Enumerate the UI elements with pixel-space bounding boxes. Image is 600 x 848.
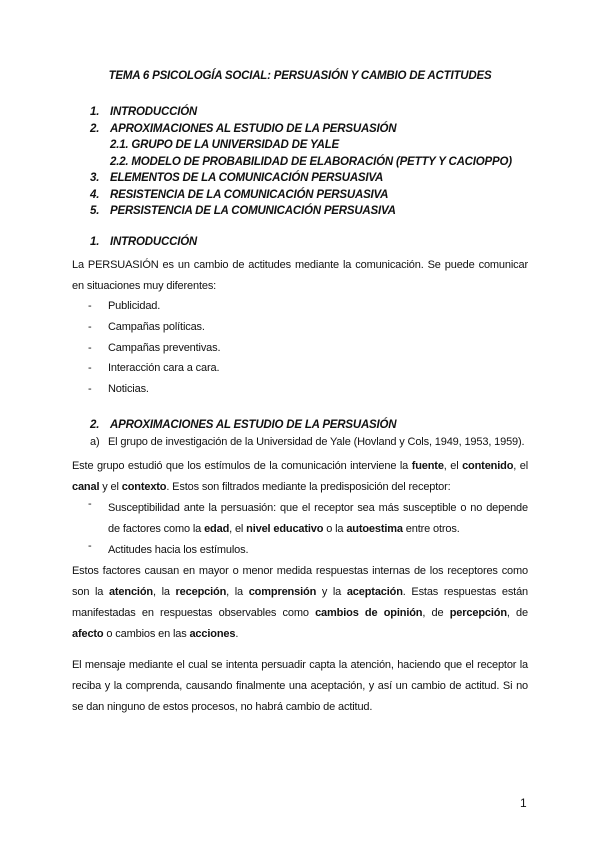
section-heading-aproximaciones: 2. APROXIMACIONES AL ESTUDIO DE LA PERSUASIÓN	[90, 419, 397, 431]
toc-item: 2. APROXIMACIONES AL ESTUDIO DE LA PERSUASIÓN	[90, 122, 397, 135]
list-item: - Noticias.	[88, 383, 149, 396]
yale-paragraph: Este grupo estudió que los estímulos de la comunicación interviene la fuente, el contenido, el canal y el contexto. Estos son filtrados mediante la predisposición del receptor:	[72, 460, 529, 493]
list-item: - Interacción cara a cara.	[88, 362, 220, 375]
toc-item: 4. RESISTENCIA DE LA COMUNICACIÓN PERSUASIVA	[90, 188, 389, 201]
list-item: - Susceptibilidad ante la persuasión: que el receptor sea más susceptible o no depende de factores como la edad, el nivel educativo o la autoestima entre otros.	[88, 498, 528, 535]
list-item: - Actitudes hacia los estímulos.	[88, 540, 249, 556]
list-item: - Campañas preventivas.	[88, 341, 221, 354]
toc-subitem: 2.2. MODELO DE PROBABILIDAD DE ELABORACIÓN (PETTY Y CACIOPPO)	[110, 155, 512, 168]
list-item: - Campañas políticas.	[88, 320, 205, 333]
page-number: 1	[520, 796, 527, 810]
toc-item: 3. ELEMENTOS DE LA COMUNICACIÓN PERSUASIVA	[90, 172, 384, 184]
toc-subitem: 2.1. GRUPO DE LA UNIVERSIDAD DE YALE	[110, 139, 340, 151]
table-of-contents	[90, 104, 512, 220]
document-title: TEMA 6 PSICOLOGÍA SOCIAL: PERSUASIÓN Y CAMBIO DE ACTITUDES	[108, 70, 492, 82]
intro-paragraph: La PERSUASIÓN es un cambio de actitudes mediante la comunicación. Se puede comunicar en situaciones muy diferentes:	[72, 259, 528, 292]
toc-item: 1. INTRODUCCIÓN	[90, 106, 198, 118]
list-item: - Publicidad.	[88, 300, 161, 312]
toc-item: 5. PERSISTENCIA DE LA COMUNICACIÓN PERSUASIVA	[90, 205, 396, 217]
section-heading-introduccion: 1. INTRODUCCIÓN	[90, 236, 198, 248]
situations-list	[88, 296, 220, 400]
responses-paragraph: Estos factores causan en mayor o menor medida respuestas internas de los receptores como son la atención, la recepción, la comprensión y la aceptación. Estas respuestas están manifestadas en respuestas observables como cambios de opinión, de percepción, de afecto o cambios en las acciones.	[72, 565, 529, 640]
message-paragraph: El mensaje mediante el cual se intenta persuadir capta la atención, haciendo que el receptor la reciba y la comprenda, causando finalmente una aceptación, y así un cambio de actitud. Si no se dan ninguno de estos procesos, no habrá cambio de actitud.	[72, 659, 528, 713]
yale-group-item: a) El grupo de investigación de la Universidad de Yale (Hovland y Cols, 1949, 1953, 1959).	[90, 436, 525, 448]
